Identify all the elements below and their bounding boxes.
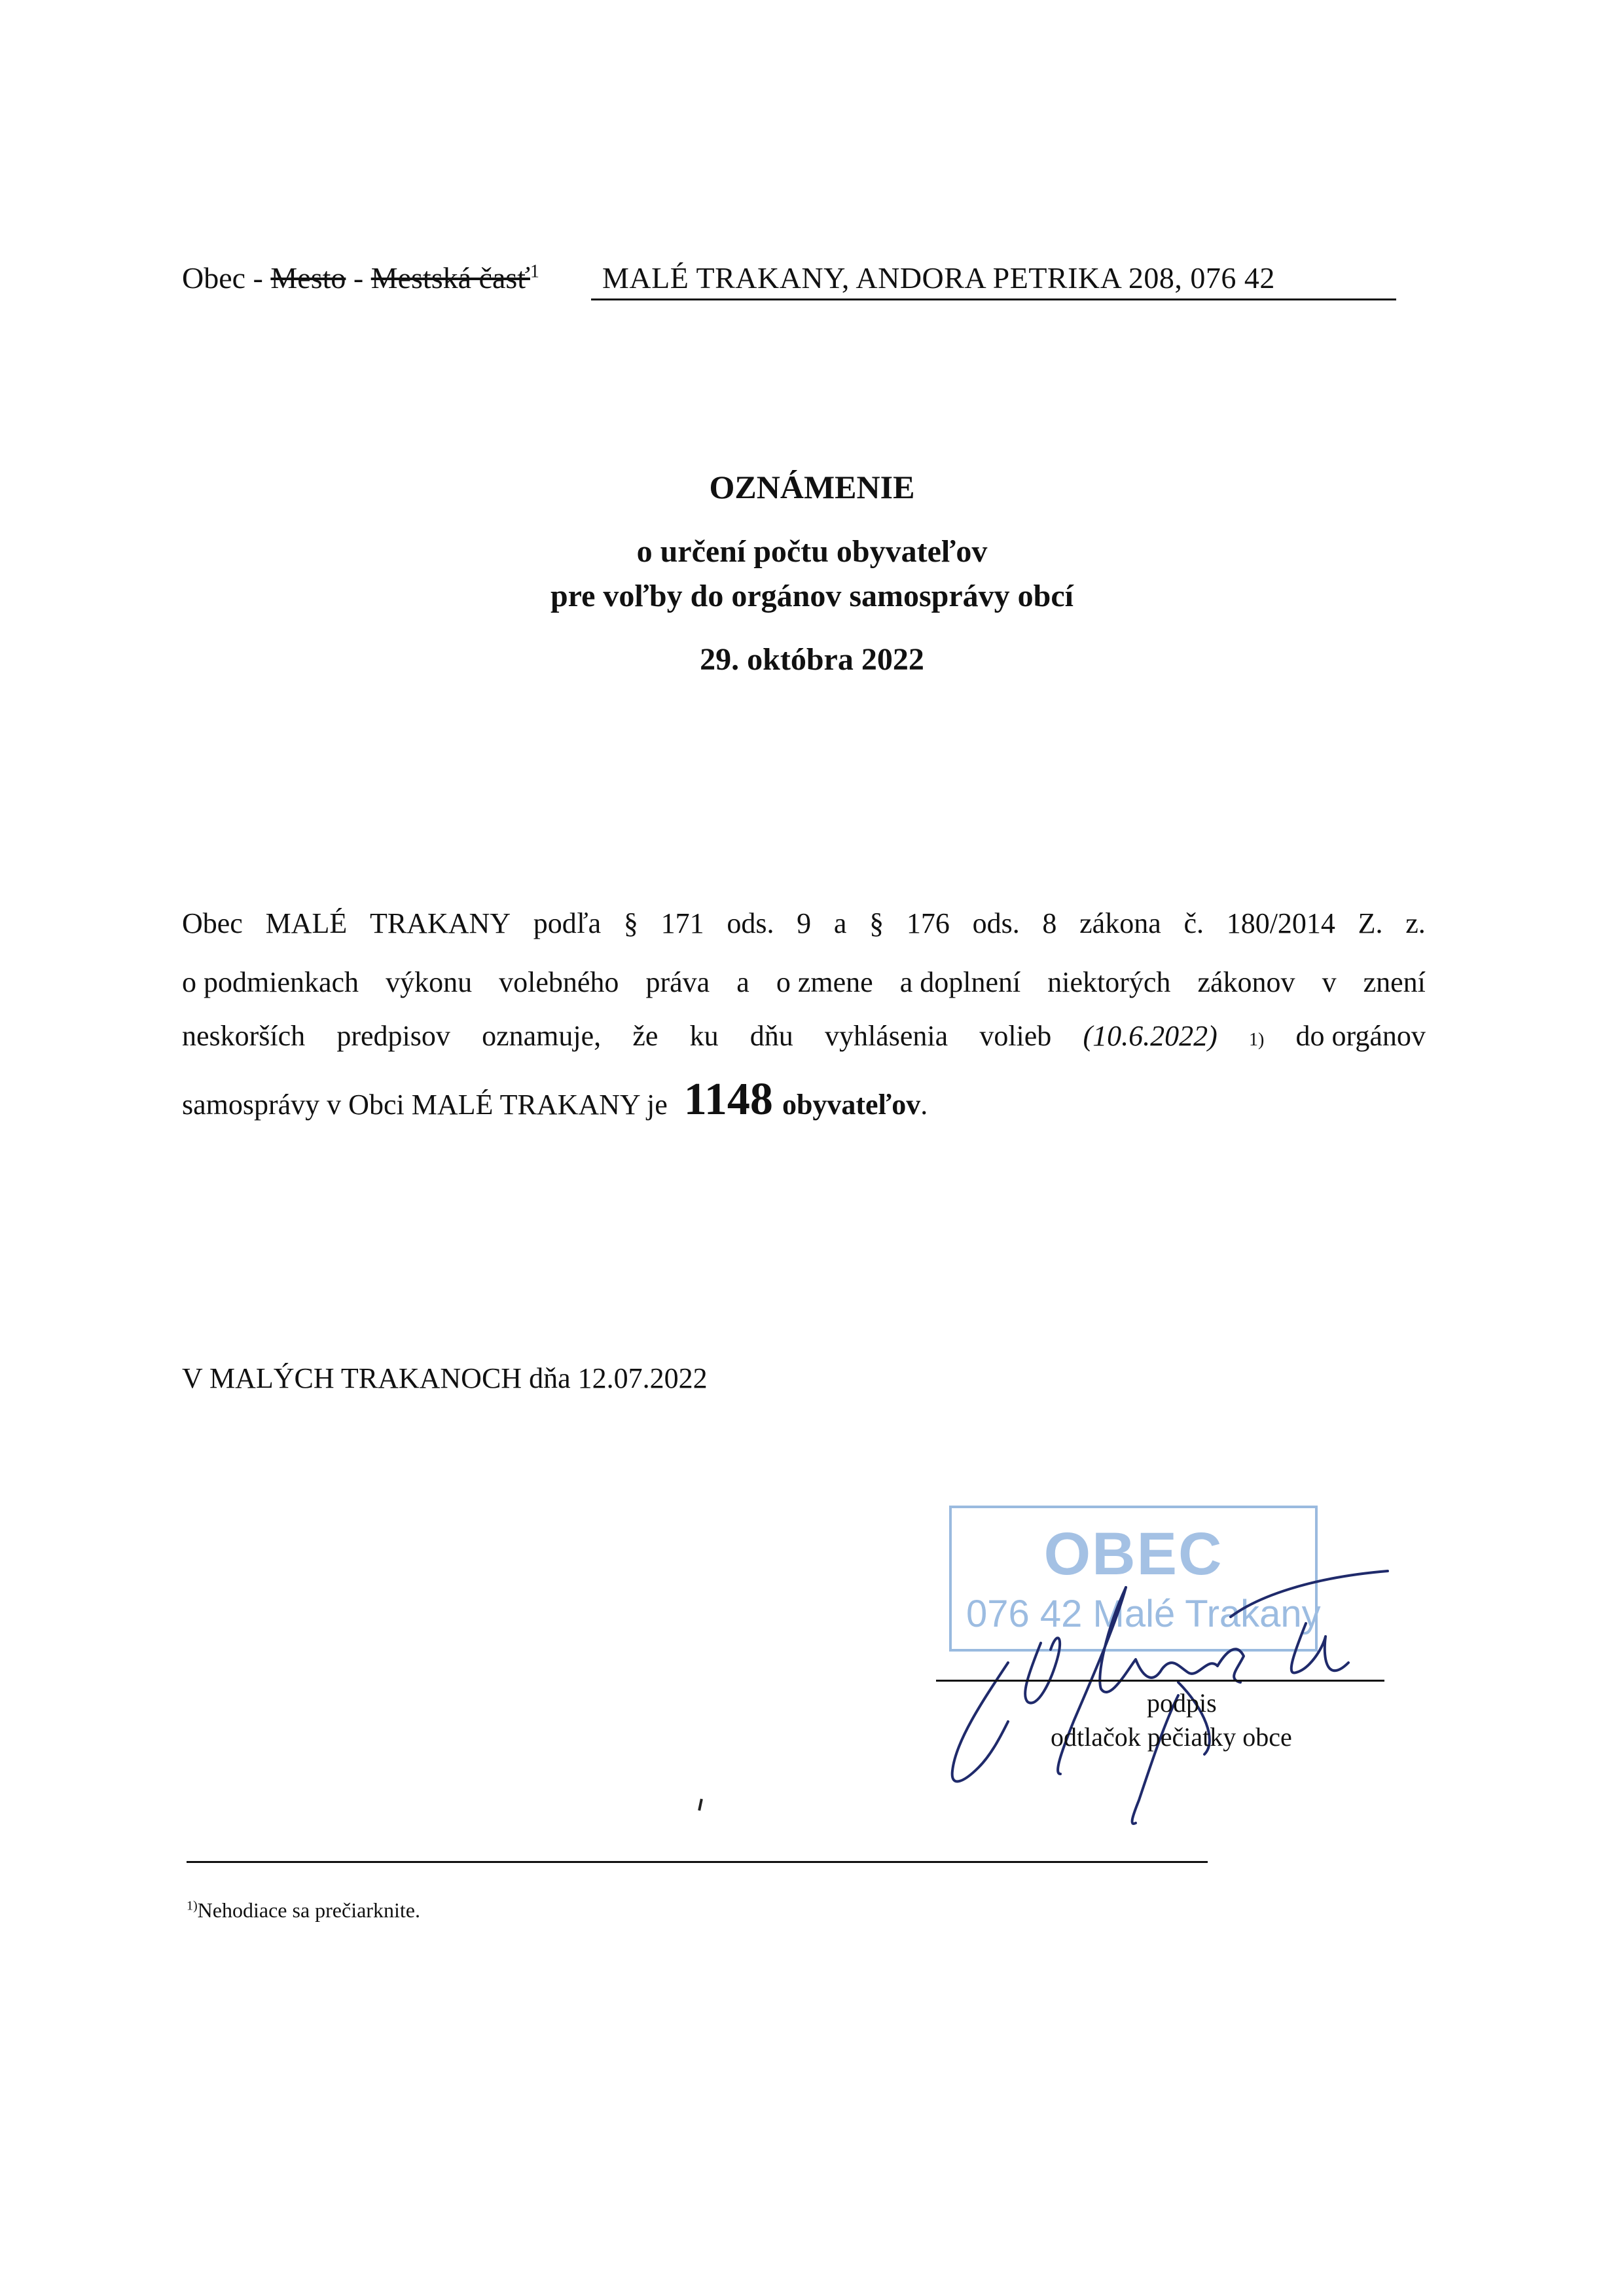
body-word: niektorých: [1047, 966, 1171, 998]
body-line-4: [182, 1074, 928, 1126]
body-line-1: [182, 907, 1426, 940]
body-line-4-prefix: samosprávy v Obci MALÉ TRAKANY je: [182, 1089, 668, 1121]
body-word: neskorších: [182, 1020, 306, 1052]
stray-mark: [698, 1799, 703, 1811]
body-word: 171: [660, 907, 704, 939]
footnote-mark: 1): [187, 1898, 198, 1913]
body-word: §: [869, 907, 884, 939]
body-word: predpisov: [336, 1020, 450, 1052]
signature-label: podpis: [1147, 1688, 1217, 1718]
stamp-subtitle: 076 42 Malé Trakany: [966, 1593, 1321, 1635]
body-word: o zmene: [776, 966, 873, 998]
document-heading: OZNÁMENIE: [709, 469, 915, 505]
body-word: 8: [1042, 907, 1057, 939]
body-word: zákonov: [1197, 966, 1295, 998]
body-word: dňu: [749, 1020, 793, 1052]
municipality-address: MALÉ TRAKANY, ANDORA PETRIKA 208, 076 42: [602, 261, 1275, 295]
handwritten-signature: [929, 1525, 1427, 1833]
footnote-divider: [187, 1861, 1208, 1863]
footnote: [187, 1898, 420, 1923]
body-line-3: neskorších predpisov oznamuje, že ku dňu vyhlásenia volieb (10.6.2022) 1) do orgánov: [182, 1020, 1426, 1052]
header-footnote-mark: 1: [530, 261, 539, 282]
body-line-2: [182, 966, 1426, 999]
body-word: výkonu: [386, 966, 473, 998]
document-subtitle-line1: o určení počtu obyvateľov: [636, 534, 988, 569]
address-underline: [591, 298, 1396, 300]
body-word: v: [1322, 966, 1337, 998]
body-word: č.: [1183, 907, 1204, 939]
header-separator: -: [346, 261, 371, 295]
place-and-date: V MALÝCH TRAKANOCH dňa 12.07.2022: [182, 1362, 708, 1394]
stamp-label: odtlačok pečiatky obce: [1051, 1722, 1292, 1752]
body-word: ku: [689, 1020, 719, 1052]
population-count: 1148: [683, 1074, 773, 1125]
body-word: znení: [1363, 966, 1426, 998]
document-subtitle-line2: pre voľby do orgánov samosprávy obcí: [550, 579, 1074, 613]
body-word: podľa: [533, 907, 602, 939]
body-word: z.: [1405, 907, 1426, 939]
obec-label: Obec -: [182, 261, 271, 295]
body-word: §: [623, 907, 638, 939]
mesto-struck: Mesto: [270, 261, 346, 295]
body-word: volebného: [499, 966, 619, 998]
body-word: o podmienkach: [182, 966, 359, 998]
body-word: práva: [645, 966, 710, 998]
mestska-cast-struck: Mestská časť: [370, 261, 530, 295]
body-word: a doplnení: [899, 966, 1021, 998]
population-unit: obyvateľov: [782, 1089, 921, 1121]
body-word: oznamuje,: [482, 1020, 602, 1052]
body-word: a: [833, 907, 847, 939]
signature-line: [936, 1680, 1384, 1682]
election-date: 29. októbra 2022: [700, 642, 924, 677]
footnote-text: Nehodiace sa prečiarknite.: [197, 1898, 420, 1922]
body-word: Obec: [182, 907, 243, 939]
body-word: vyhlásenia: [824, 1020, 948, 1052]
stamp-title: OBEC: [1043, 1521, 1223, 1587]
body-word: zákona: [1079, 907, 1161, 939]
body-line-3-tail: do orgánov: [1295, 1020, 1426, 1052]
body-word: 176: [906, 907, 950, 939]
municipality-type-label: [182, 261, 539, 295]
body-word: ods.: [972, 907, 1020, 939]
election-announcement-date: (10.6.2022): [1083, 1020, 1218, 1052]
body-word: ods.: [727, 907, 774, 939]
body-line-4-end: .: [920, 1089, 928, 1121]
body-word: 9: [797, 907, 812, 939]
body-word: 180/2014: [1226, 907, 1335, 939]
body-word: TRAKANY: [369, 907, 511, 939]
body-word: a: [736, 966, 749, 998]
body-word: že: [632, 1020, 659, 1052]
body-word: volieb: [979, 1020, 1052, 1052]
body-word: Z.: [1358, 907, 1383, 939]
body-word: MALÉ: [265, 907, 348, 939]
